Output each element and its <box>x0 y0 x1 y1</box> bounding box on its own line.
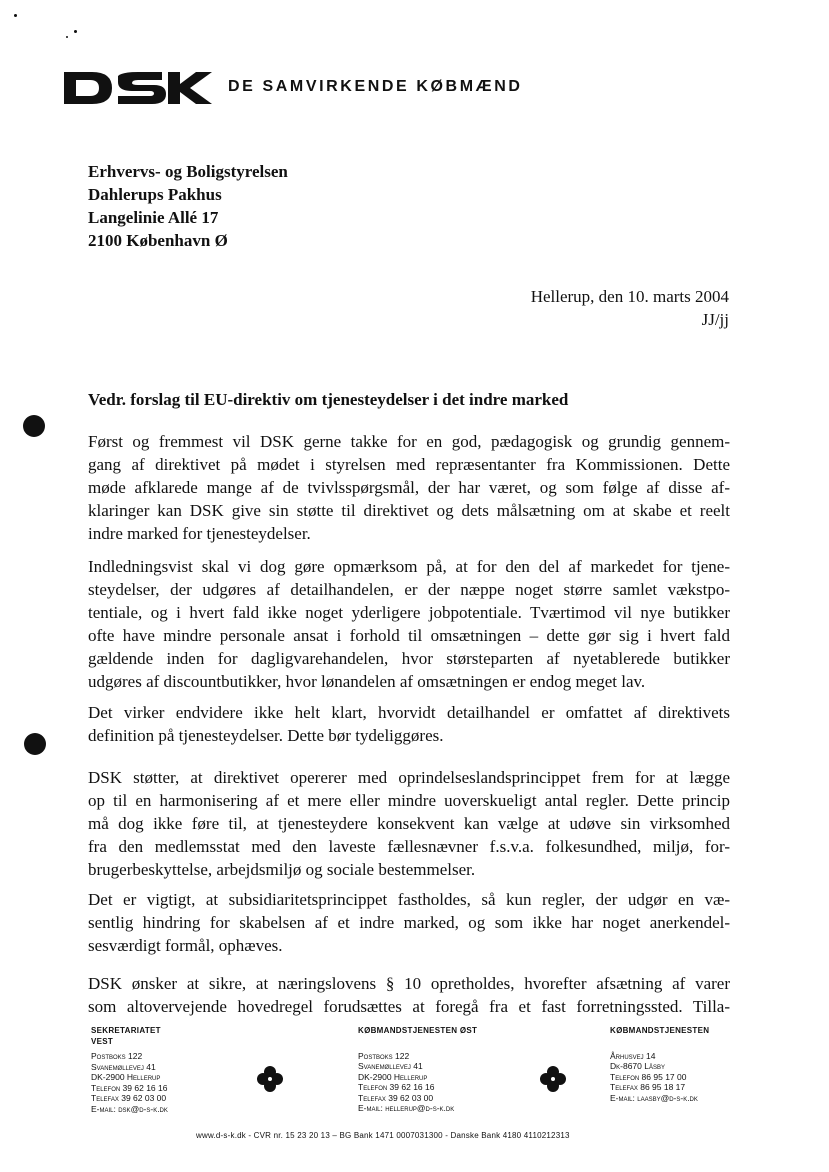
footer-line: Telefon 39 62 16 16 <box>91 1082 168 1093</box>
footer-line: Telefon 86 95 17 00 <box>610 1071 687 1082</box>
clover-icon <box>538 1064 568 1094</box>
text-line: udgøres af discountbutikker, hvor lønandelen af omsætningen er endog meget lav. <box>88 672 646 691</box>
footer-line: Postboks 122 <box>91 1051 143 1061</box>
text-line: gældende inden for dagligvarehandelen, hvor størsteparten af nyetablerede butikker <box>88 649 730 668</box>
body-paragraph <box>88 766 730 881</box>
footer-heading: KØBMANDSTJENESTEN <box>610 1026 710 1035</box>
text-line: fra den medlemsstat med den laveste fællesnævner f.s.v.a. folkesundhed, miljø, for- <box>88 837 730 856</box>
scan-speck <box>14 14 17 17</box>
letter-subject: Vedr. forslag til EU-direktiv om tjenesteydelser i det indre marked <box>88 390 569 409</box>
text-line: klaringer kan DSK give sin støtte til direktivet og dets målsætning om at skabe et reelt <box>88 501 730 520</box>
text-line: som altovervejende hovedregel forudsættes at foregå fra et fast forretningssted. Tilla- <box>88 997 730 1016</box>
scan-speck <box>74 30 77 33</box>
dsk-logo <box>62 70 214 106</box>
text-line: må dog ikke føre til, at tjenesteydere konsekvent kan vælge at udøve sin virksomhed <box>88 814 730 833</box>
address-line: Erhvervs- og Boligstyrelsen <box>88 162 288 181</box>
text-line: Det virker endvidere ikke helt klart, hvorvidt detailhandel er omfattet af direktivets <box>88 703 730 722</box>
text-line: DSK ønsker at sikre, at næringslovens § 10 opretholdes, hvorefter afsætning af varer <box>88 974 730 993</box>
text-line: Det er vigtigt, at subsidiaritetsprincippet fastholdes, så kun regler, der udgør en væ- <box>88 890 730 909</box>
dateline <box>531 285 729 331</box>
text-line: tentiale, og i hvert fald ikke noget yderligere jobpotentiale. Tværtimod vil nye butikker <box>88 603 730 622</box>
text-line: definition på tjenesteydelser. Dette bør tydeliggøres. <box>88 726 444 745</box>
text-line: indre marked for tjenesteydelser. <box>88 524 311 543</box>
text-line: sesværdigt formål, ophæves. <box>88 936 283 955</box>
clover-icon <box>255 1064 285 1094</box>
footer-line: Svanemøllevej 41 <box>358 1061 423 1071</box>
body-paragraph <box>88 701 730 747</box>
scan-speck <box>66 36 68 38</box>
text-line: steydelser, der udgøres af detailhandelen, er der næppe noget større samlet vækstpo- <box>88 580 730 599</box>
footer-bank-details: www.d-s-k.dk - CVR nr. 15 23 20 13 – BG Bank 1471 0007031300 - Danske Bank 4180 4110212313 <box>196 1131 570 1140</box>
text-line: gang af direktivet på mødet i styrelsen med repræsentanter fra Kommissionen. Dette <box>88 455 730 474</box>
body-paragraph <box>88 888 730 957</box>
text-line: brugerbeskyttelse, arbejdsmiljø og sociale bestemmelser. <box>88 860 476 879</box>
footer-line: DK-2900 Hellerup <box>358 1071 428 1082</box>
footer-line: Dk-8670 Låsby <box>610 1061 665 1071</box>
text-line: op til en harmonisering af et mere eller mindre uoverskueligt antal regler. Dette princip <box>88 791 730 810</box>
footer-line: Telefax 39 62 03 00 <box>358 1092 434 1103</box>
footer-line: Telefax 39 62 03 00 <box>91 1093 167 1103</box>
text-line: sentlig hindring for skabelsen af et indre marked, og som ikke har noget anerkendel- <box>88 913 730 932</box>
footer-line: DK-2900 Hellerup <box>91 1072 161 1082</box>
place-date: Hellerup, den 10. marts 2004 <box>530 287 729 306</box>
body-paragraph <box>88 972 730 1018</box>
footer-email: E-mail: dsk@d-s-k.dk <box>91 1103 168 1114</box>
address-line: Langelinie Allé 17 <box>88 208 219 227</box>
footer-email: E-mail: hellerup@d-s-k.dk <box>358 1103 455 1113</box>
text-line: ofte have mindre personale ansat i forhold til omsætningen – dette gør sig i hvert fald <box>88 626 730 645</box>
text-line: møde afklarede mange af de tvivlsspørgsmål, der har været, og som følge af disse af- <box>88 478 730 497</box>
text-line: Indledningsvist skal vi dog gøre opmærksom på, at for den del af markedet for tjene- <box>88 557 730 576</box>
body-paragraph <box>88 555 730 693</box>
punch-hole <box>24 733 46 755</box>
punch-hole <box>23 415 45 437</box>
footer-email: E-mail: laasby@d-s-k.dk <box>610 1092 698 1103</box>
address-line: Dahlerups Pakhus <box>88 185 222 204</box>
footer-line: Telefax 86 95 18 17 <box>610 1082 686 1092</box>
reference-initials: JJ/jj <box>701 310 729 329</box>
organization-name: DE SAMVIRKENDE KØBMÆND <box>228 78 523 95</box>
footer-heading: SEKRETARIATET <box>91 1026 161 1035</box>
footer-kobmandstjenesten-ost <box>358 1026 477 1114</box>
text-line: DSK støtter, at direktivet opererer med oprindelseslandsprincippet frem for at lægge <box>88 768 730 787</box>
footer-line: Telefon 39 62 16 16 <box>358 1082 435 1092</box>
footer-kobmandstjenesten <box>610 1026 709 1103</box>
footer-secretariat <box>91 1026 168 1114</box>
footer-line: Århusvej 14 <box>610 1050 656 1061</box>
footer-heading: KØBMANDSTJENESTEN ØST <box>358 1026 478 1035</box>
recipient-address <box>88 160 288 252</box>
text-line: Først og fremmest vil DSK gerne takke for en god, pædagogisk og grundig gennem- <box>88 432 730 451</box>
footer-line: Postboks 122 <box>358 1050 410 1061</box>
body-paragraph <box>88 430 730 545</box>
footer-line: Svanemøllevej 41 <box>91 1061 156 1072</box>
address-line: 2100 København Ø <box>88 231 228 250</box>
footer-heading: VEST <box>91 1036 114 1046</box>
